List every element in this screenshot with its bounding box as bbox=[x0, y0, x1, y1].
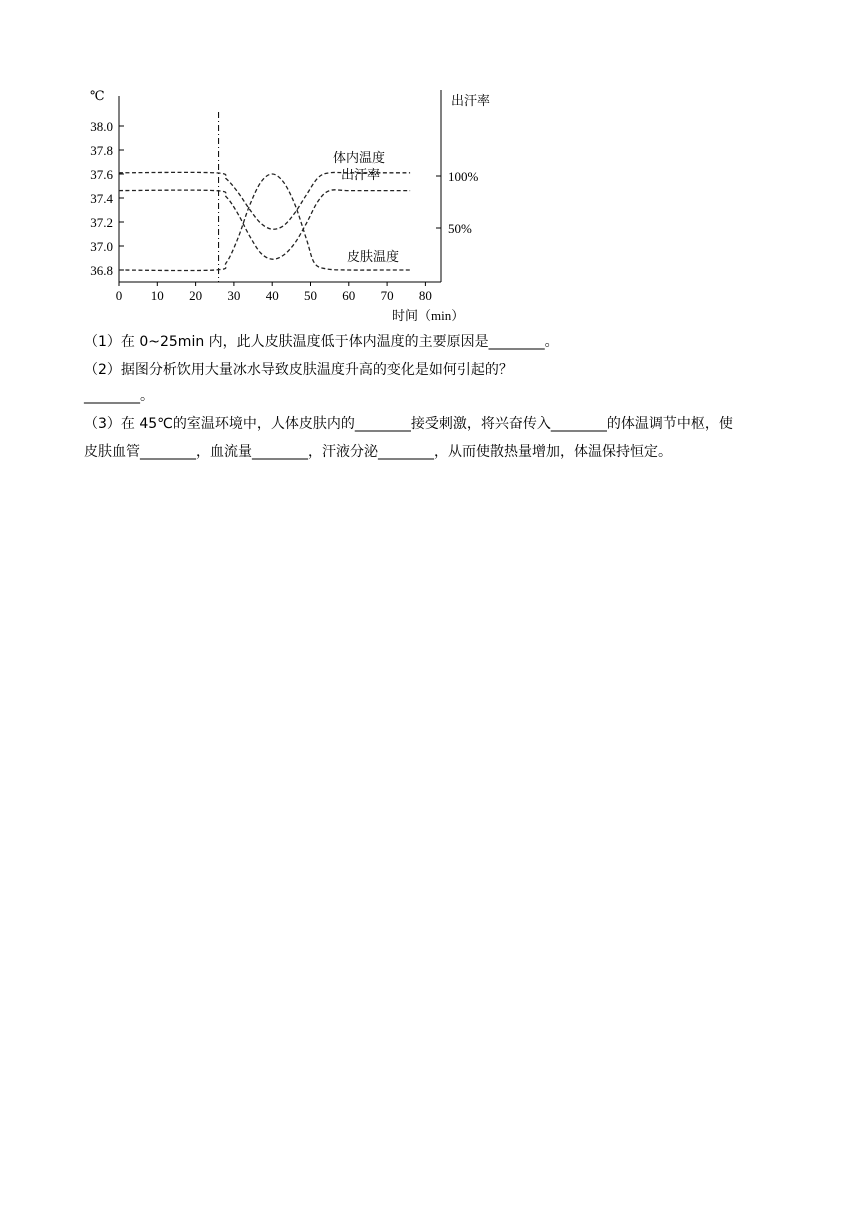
temperature-sweat-chart bbox=[70, 78, 510, 328]
x-tick-label: 20 bbox=[189, 288, 203, 303]
x-axis-label: 时间（min） bbox=[392, 308, 465, 323]
question-3-line-1: （3）在 45℃的室温环境中，人体皮肤内的________接受刺激，将兴奋传入________的体温调节中枢，使 bbox=[84, 416, 733, 432]
y-left-tick-label: 36.8 bbox=[90, 263, 113, 278]
question-2-answer-blank: ________。 bbox=[84, 388, 154, 404]
question-3-line-2: 皮肤血管________，血流量________，汗液分泌________，从而使散热量增加，体温保持恒定。 bbox=[84, 444, 672, 460]
y-left-tick-label: 37.4 bbox=[90, 191, 113, 206]
x-tick-label: 30 bbox=[227, 288, 241, 303]
x-tick-label: 80 bbox=[418, 288, 432, 303]
y-right-unit-label: 出汗率 bbox=[451, 93, 491, 108]
label-sweat-rate: 出汗率 bbox=[341, 167, 381, 182]
y-left-tick-label: 37.8 bbox=[90, 143, 113, 158]
label-body-temp: 体内温度 bbox=[333, 150, 386, 165]
y-left-tick-label: 37.2 bbox=[90, 215, 113, 230]
question-1: （1）在 0~25min 内，此人皮肤温度低于体内温度的主要原因是________。 bbox=[84, 334, 559, 350]
y-left-tick-label: 38.0 bbox=[90, 119, 113, 134]
y-left-unit-label: ℃ bbox=[90, 88, 105, 103]
x-tick-label: 10 bbox=[150, 288, 164, 303]
x-tick-label: 50 bbox=[304, 288, 317, 303]
y-right-tick-label: 100% bbox=[448, 169, 479, 184]
y-right-tick-label: 50% bbox=[448, 221, 472, 236]
question-2: （2）据图分析饮用大量冰水导致皮肤温度升高的变化是如何引起的？ bbox=[84, 362, 513, 378]
x-tick-label: 0 bbox=[115, 288, 123, 303]
x-tick-label: 60 bbox=[342, 288, 356, 303]
x-tick-label: 70 bbox=[380, 288, 394, 303]
label-skin-temp: 皮肤温度 bbox=[347, 249, 400, 264]
x-tick-label: 40 bbox=[265, 288, 279, 303]
y-left-tick-label: 37.6 bbox=[90, 167, 113, 182]
y-left-tick-label: 37.0 bbox=[90, 239, 113, 254]
